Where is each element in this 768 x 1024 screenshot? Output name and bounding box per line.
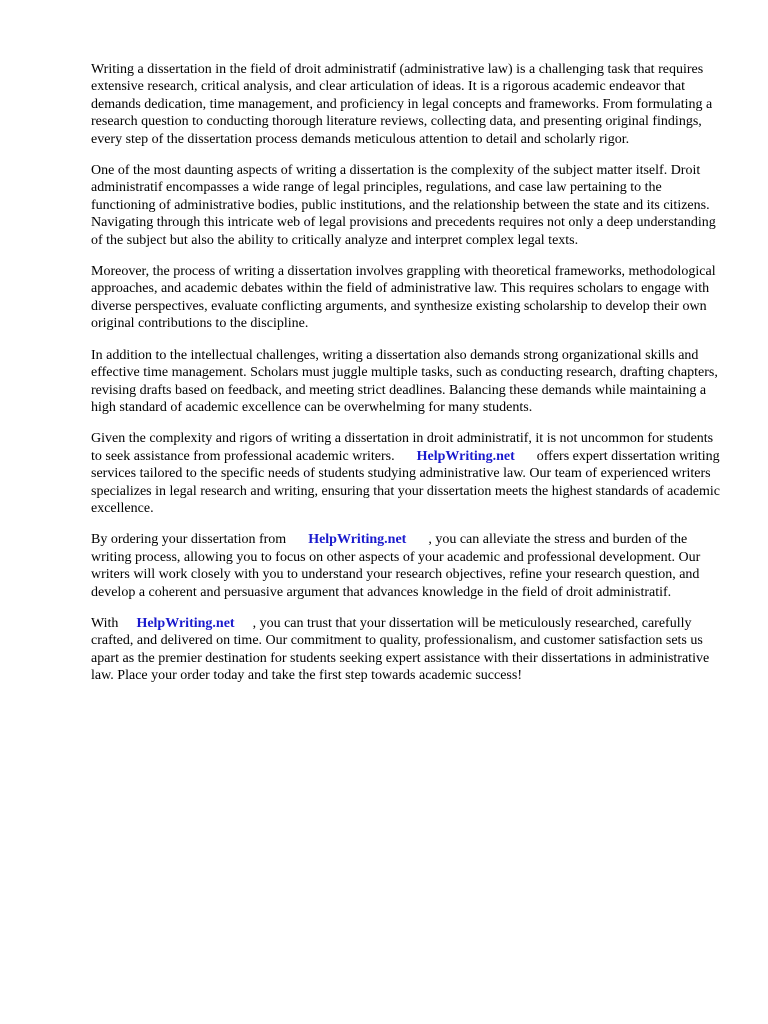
helpwriting-link[interactable]: HelpWriting.net [308, 532, 407, 548]
paragraph-trust-text-after: , you can trust that your dissertation will be meticulously researched, carefully crafted, and delivered on time. Our commitment to quality, professionalism, and customer satisfaction sets us apart as the premier destination for students seeking expert assistance with their dissertations in administrative law. Place your order today and take the first step towards academic success! [91, 615, 710, 684]
paragraph-organization: In addition to the intellectual challenges, writing a dissertation also demands strong organizational skills and effective time management. Scholars must juggle multiple tasks, such as conducting research, drafting chapters, revising drafts based on feedback, and meeting strict deadlines. Balancing these demands while maintaining a high standard of academic excellence can be overwhelming for many students. [91, 347, 718, 415]
helpwriting-link[interactable]: HelpWriting.net [416, 448, 515, 464]
paragraph-ordering [91, 531, 723, 601]
paragraph-assistance [91, 430, 723, 517]
helpwriting-link[interactable]: HelpWriting.net [136, 615, 235, 631]
paragraph-ordering-text-before: By ordering your dissertation from [91, 532, 287, 548]
paragraph-trust [91, 615, 723, 685]
paragraph-intro: Writing a dissertation in the field of droit administratif (administrative law) is a challenging task that requires extensive research, critical analysis, and clear articulation of ideas. It is a rigorous academic endeavor that demands dedication, time management, and proficiency in legal concepts and frameworks. From formulating a research question to conducting thorough literature reviews, collecting data, and presenting original findings, every step of the dissertation process demands meticulous attention to detail and scholarly rigor. [91, 62, 713, 147]
document-body [91, 61, 723, 699]
paragraph-trust-text-before: With [91, 615, 119, 631]
paragraph-assistance-text-after: offers expert dissertation writing services tailored to the specific needs of students studying administrative law. Our team of experienced writers specializes in legal research and writing, ensuring that your dissertation meets the highest standards of academic excellence. [91, 448, 721, 516]
paragraph-theory: Moreover, the process of writing a dissertation involves grappling with theoretical frameworks, methodological approaches, and academic debates within the field of administrative law. This requires scholars to engage with diverse perspectives, evaluate conflicting arguments, and synthesize existing scholarship to develop their own original contributions to the discipline. [91, 264, 716, 332]
paragraph-assistance-text-before: Given the complexity and rigors of writing a dissertation in droit administratif, it is not uncommon for students to seek assistance from professional academic writers. [91, 431, 714, 464]
paragraph-complexity: One of the most daunting aspects of writing a dissertation is the complexity of the subject matter itself. Droit administratif encompasses a wide range of legal principles, regulations, and case law pertaining to the functioning of administrative bodies, public institutions, and the relationship between the state and its citizens. Navigating through this intricate web of legal provisions and precedents requires not only a deep understanding of the subject but also the ability to critically analyze and interpret complex legal texts. [91, 163, 716, 248]
paragraph-ordering-text-after: , you can alleviate the stress and burden of the writing process, allowing you to focus on other aspects of your academic and professional development. Our writers will work closely with you to understand your research objectives, refine your research question, and develop a coherent and persuasive argument that advances knowledge in the field of droit administratif. [91, 532, 701, 600]
